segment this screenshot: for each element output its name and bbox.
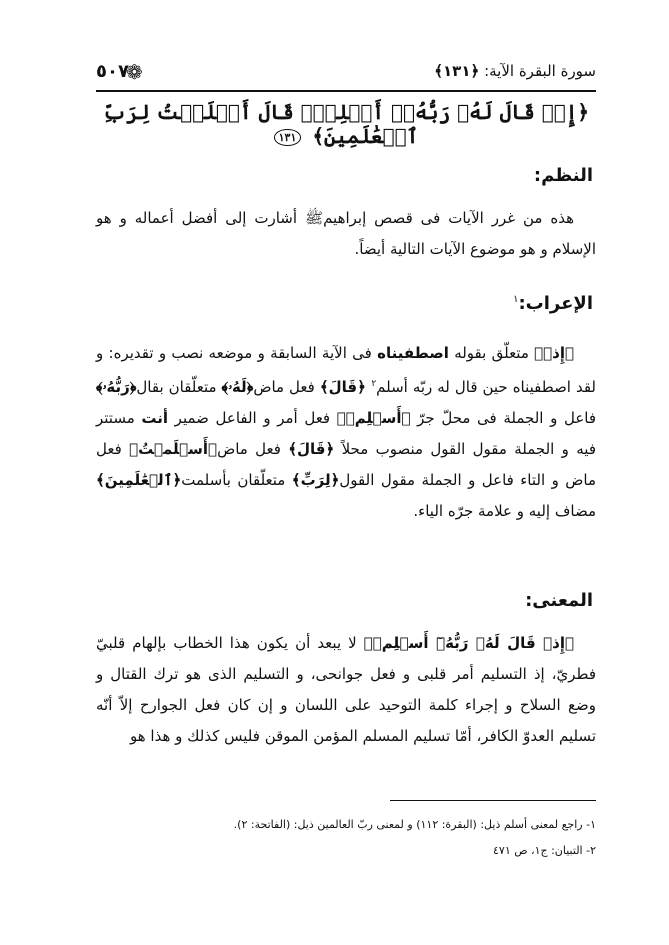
rosette-icon: ❁: [126, 60, 143, 84]
page-number: ٥٠٧: [96, 61, 129, 82]
footnote-1: ١- راجع لمعنى أسلم ذيل: (البقرة: ١١٢) و لمعنى ربّ العالمين ذيل: (الفاتحة: ٢).: [233, 818, 596, 831]
mana-paragraph: [96, 628, 596, 752]
footnote-ref-1[interactable]: ١: [513, 294, 519, 305]
irab-text: ﴿إِذۡ﴾ متعلّق بقوله اصطفيناه فى الآية السابقة و موضعه نصب و تقديره: و لقد اصطفيناه حين قال له ربّه أسلم$^٢$ ﴿قَالَ﴾ فعل ماض﴿لَهُۥ﴾ متعلّقان بقال﴿رَبُّهُۥ﴾ فاعل و الجملة فى محلّ جرّ ﴿أَسۡلِمۡ﴾ فعل أمر و الفاعل ضمير أنت مستتر فيه و الجملة مقول القول منصوب محلاً ﴿قَالَ﴾ فعل ماض﴿أَسۡلَمۡتُ﴾ فعل ماض و التاء فاعل و الجملة مقول القول﴿لِرَبِّ﴾ متعلّقان بأسلمت﴿ٱلۡعَٰلَمِينَ﴾ مضاف إليه و علامة جرّه الياء.: [96, 344, 597, 520]
section-heading-mana: المعنى:: [525, 590, 593, 611]
mana-text: ﴿إِذۡ قَالَ لَهُۥ رَبُّهُۥٓ أَسۡلِمۡ﴾ لا يبعد أن يكون هذا الخطاب بإلهام قلبيّ فطريّ، إذ التسليم أمر قلبى و فعل جوانحى، و التسليم الذى هو ترك القتال و وضع السلاح و إجراء كلمة التوحيد على اللسان و إن كان فعل الجوارح إلاّ أنّه تسليم العدوّ الكافر، أمّا تسليم المسلم المؤمن الموقن فليس كذلك و هذا هو: [96, 634, 596, 745]
footnote-2: ٢- التبيان: ج١، ص ٤٧١: [493, 844, 596, 857]
surah-label: سورة البقرة الآية:: [484, 62, 596, 80]
section-heading-nazm: النظم:: [533, 165, 593, 186]
nazm-text: هذه من غرر الآيات فى قصص إبراهيمﷺ أشارت إلى أفضل أعماله و هو الإسلام و هو موضوع الآيات التالية أيضاً.: [96, 209, 596, 258]
footnotes: [96, 812, 596, 864]
ayah-reference: ﴿١٣١﴾: [434, 62, 480, 80]
footnote-ref-2[interactable]: ٢: [371, 379, 377, 389]
footnote-divider: [390, 800, 596, 801]
verse-number-badge: ١٣١: [274, 129, 302, 146]
surah-reference: [434, 62, 596, 80]
page-header: [96, 52, 596, 92]
irab-paragraph: [96, 338, 596, 527]
section-heading-irab: الإعراب:$^١$: [513, 293, 593, 314]
verse-text: ﴿إِذۡ قَالَ لَهُۥ رَبُّهُۥٓ أَسۡلِمۡۖ قَالَ أَسۡلَمۡتُ لِرَبِّ ٱلۡعَٰلَمِينَ﴾: [102, 100, 590, 148]
nazm-paragraph: [96, 203, 596, 265]
quran-verse: [96, 100, 596, 148]
